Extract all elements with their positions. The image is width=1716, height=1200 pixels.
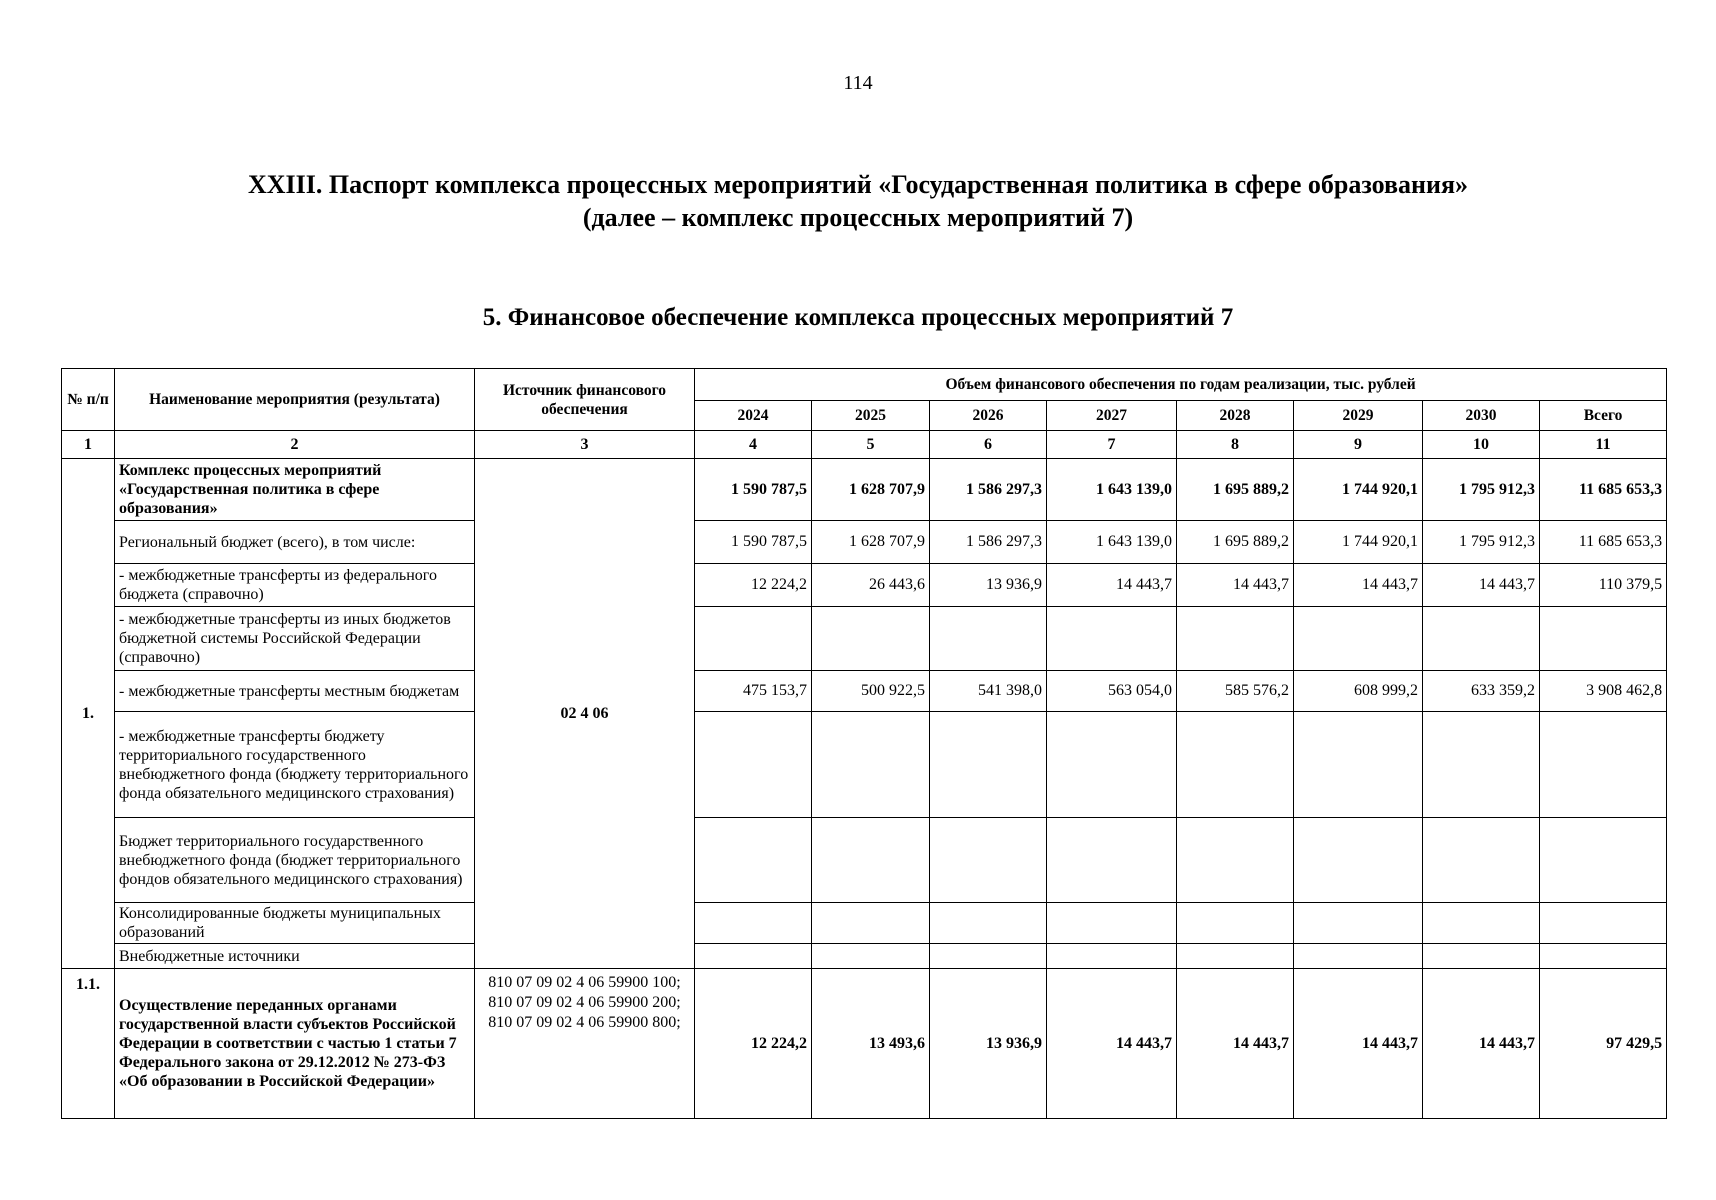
- value-cell: [1294, 607, 1423, 671]
- section-title-line2: (далее – комплекс процессных мероприятий 7): [582, 203, 1134, 232]
- value-cell: 1 590 787,5: [695, 459, 812, 521]
- row-name: Внебюджетные источники: [115, 944, 475, 969]
- value-cell: 13 936,9: [930, 969, 1047, 1119]
- value-cell: 475 153,7: [695, 671, 812, 712]
- value-cell: [1047, 712, 1177, 818]
- row-number: 1.: [62, 459, 115, 969]
- index-cell: 11: [1540, 431, 1667, 459]
- value-cell: [1294, 818, 1423, 903]
- value-cell: 13 936,9: [930, 564, 1047, 607]
- value-cell: [1047, 818, 1177, 903]
- table-row: [62, 944, 1667, 969]
- value-cell: 633 359,2: [1423, 671, 1540, 712]
- value-cell: 14 443,7: [1294, 564, 1423, 607]
- value-cell: 1 590 787,5: [695, 521, 812, 564]
- value-cell: [1540, 903, 1667, 944]
- index-cell: 1: [62, 431, 115, 459]
- header-year: 2024: [695, 401, 812, 431]
- value-cell: [695, 818, 812, 903]
- header-num: № п/п: [62, 369, 115, 431]
- value-cell: [1047, 607, 1177, 671]
- table-row: [62, 969, 1667, 1119]
- value-cell: 1 695 889,2: [1177, 521, 1294, 564]
- header-year: 2029: [1294, 401, 1423, 431]
- value-cell: [1047, 903, 1177, 944]
- value-cell: [695, 607, 812, 671]
- row-number: 1.1.: [62, 969, 115, 1119]
- value-cell: [1294, 712, 1423, 818]
- value-cell: [1294, 903, 1423, 944]
- value-cell: 1 695 889,2: [1177, 459, 1294, 521]
- value-cell: [1423, 712, 1540, 818]
- value-cell: 11 685 653,3: [1540, 521, 1667, 564]
- value-cell: 12 224,2: [695, 564, 812, 607]
- value-cell: [1540, 607, 1667, 671]
- value-cell: [1540, 818, 1667, 903]
- table-row: [62, 712, 1667, 818]
- value-cell: [1177, 944, 1294, 969]
- value-cell: [812, 712, 930, 818]
- value-cell: [930, 607, 1047, 671]
- value-cell: [1177, 818, 1294, 903]
- table-row: [62, 521, 1667, 564]
- value-cell: 1 795 912,3: [1423, 459, 1540, 521]
- value-cell: 1 643 139,0: [1047, 521, 1177, 564]
- row-source: 810 07 09 02 4 06 59900 100; 810 07 09 02 4 06 59900 200; 810 07 09 02 4 06 59900 800;: [475, 969, 695, 1119]
- value-cell: [1177, 712, 1294, 818]
- index-cell: 4: [695, 431, 812, 459]
- header-name: Наименование мероприятия (результата): [115, 369, 475, 431]
- value-cell: [930, 712, 1047, 818]
- row-name: - межбюджетные трансферты бюджету территориального государственного внебюджетного фонда (бюджету территориального фонда обязательного медицинского страхования): [115, 712, 475, 818]
- value-cell: 1 628 707,9: [812, 459, 930, 521]
- index-cell: 7: [1047, 431, 1177, 459]
- header-year: 2025: [812, 401, 930, 431]
- value-cell: 14 443,7: [1423, 564, 1540, 607]
- row-name: Региональный бюджет (всего), в том числе:: [115, 521, 475, 564]
- value-cell: 14 443,7: [1294, 969, 1423, 1119]
- index-cell: 8: [1177, 431, 1294, 459]
- header-volume: Объем финансового обеспечения по годам реализации, тыс. рублей: [695, 369, 1667, 401]
- value-cell: [812, 818, 930, 903]
- value-cell: [930, 903, 1047, 944]
- value-cell: [1177, 607, 1294, 671]
- table-row: [62, 671, 1667, 712]
- value-cell: [1047, 944, 1177, 969]
- row-name: Консолидированные бюджеты муниципальных образований: [115, 903, 475, 944]
- value-cell: 500 922,5: [812, 671, 930, 712]
- table-row: [62, 818, 1667, 903]
- value-cell: [930, 818, 1047, 903]
- value-cell: 110 379,5: [1540, 564, 1667, 607]
- value-cell: 541 398,0: [930, 671, 1047, 712]
- value-cell: [812, 903, 930, 944]
- header-year: 2028: [1177, 401, 1294, 431]
- value-cell: [1423, 818, 1540, 903]
- section-title: [0, 168, 1716, 234]
- value-cell: [695, 944, 812, 969]
- table-row: [62, 607, 1667, 671]
- index-cell: 6: [930, 431, 1047, 459]
- row-name: - межбюджетные трансферты местным бюджетам: [115, 671, 475, 712]
- value-cell: 1 744 920,1: [1294, 459, 1423, 521]
- row-name: Осуществление переданных органами государственной власти субъектов Российской Федерации в соответствии с частью 1 статьи 7 Федерального закона от 29.12.2012 № 273-ФЗ «Об образовании в Российской Федерации»: [115, 969, 475, 1119]
- value-cell: [1540, 712, 1667, 818]
- table-row: [62, 459, 1667, 521]
- financing-table: [61, 368, 1667, 1119]
- header-year: 2027: [1047, 401, 1177, 431]
- value-cell: [812, 944, 930, 969]
- value-cell: 1 628 707,9: [812, 521, 930, 564]
- table-caption: 5. Финансовое обеспечение комплекса процессных мероприятий 7: [482, 304, 1234, 331]
- value-cell: 12 224,2: [695, 969, 812, 1119]
- value-cell: [695, 712, 812, 818]
- section-title-line1: XXIII. Паспорт комплекса процессных мероприятий «Государственная политика в сфере образования»: [247, 170, 1469, 199]
- value-cell: [1423, 944, 1540, 969]
- value-cell: 1 586 297,3: [930, 521, 1047, 564]
- value-cell: 3 908 462,8: [1540, 671, 1667, 712]
- header-year: 2026: [930, 401, 1047, 431]
- value-cell: [1423, 607, 1540, 671]
- value-cell: [1294, 944, 1423, 969]
- value-cell: 14 443,7: [1047, 564, 1177, 607]
- value-cell: 26 443,6: [812, 564, 930, 607]
- table-row: [62, 564, 1667, 607]
- value-cell: 14 443,7: [1423, 969, 1540, 1119]
- value-cell: 13 493,6: [812, 969, 930, 1119]
- page-number: 114: [843, 72, 873, 94]
- value-cell: [1423, 903, 1540, 944]
- value-cell: 1 643 139,0: [1047, 459, 1177, 521]
- value-cell: 608 999,2: [1294, 671, 1423, 712]
- row-name: Комплекс процессных мероприятий «Государственная политика в сфере образования»: [115, 459, 475, 521]
- index-cell: 5: [812, 431, 930, 459]
- row-source: 02 4 06: [475, 459, 695, 969]
- value-cell: 14 443,7: [1047, 969, 1177, 1119]
- value-cell: 14 443,7: [1177, 969, 1294, 1119]
- value-cell: 11 685 653,3: [1540, 459, 1667, 521]
- value-cell: 563 054,0: [1047, 671, 1177, 712]
- header-year: 2030: [1423, 401, 1540, 431]
- value-cell: 1 795 912,3: [1423, 521, 1540, 564]
- header-total: Всего: [1540, 401, 1667, 431]
- row-name: - межбюджетные трансферты из иных бюджетов бюджетной системы Российской Федерации (справочно): [115, 607, 475, 671]
- value-cell: [812, 607, 930, 671]
- row-name: - межбюджетные трансферты из федерального бюджета (справочно): [115, 564, 475, 607]
- value-cell: [1540, 944, 1667, 969]
- value-cell: [930, 944, 1047, 969]
- column-index-row: [62, 431, 1667, 459]
- value-cell: 1 744 920,1: [1294, 521, 1423, 564]
- value-cell: 97 429,5: [1540, 969, 1667, 1119]
- value-cell: 585 576,2: [1177, 671, 1294, 712]
- index-cell: 2: [115, 431, 475, 459]
- index-cell: 3: [475, 431, 695, 459]
- header-source: Источник финансового обеспечения: [475, 369, 695, 431]
- value-cell: 1 586 297,3: [930, 459, 1047, 521]
- table-row: [62, 903, 1667, 944]
- value-cell: 14 443,7: [1177, 564, 1294, 607]
- index-cell: 10: [1423, 431, 1540, 459]
- index-cell: 9: [1294, 431, 1423, 459]
- value-cell: [695, 903, 812, 944]
- value-cell: [1177, 903, 1294, 944]
- row-name: Бюджет территориального государственного внебюджетного фонда (бюджет территориального фондов обязательного медицинского страхования): [115, 818, 475, 903]
